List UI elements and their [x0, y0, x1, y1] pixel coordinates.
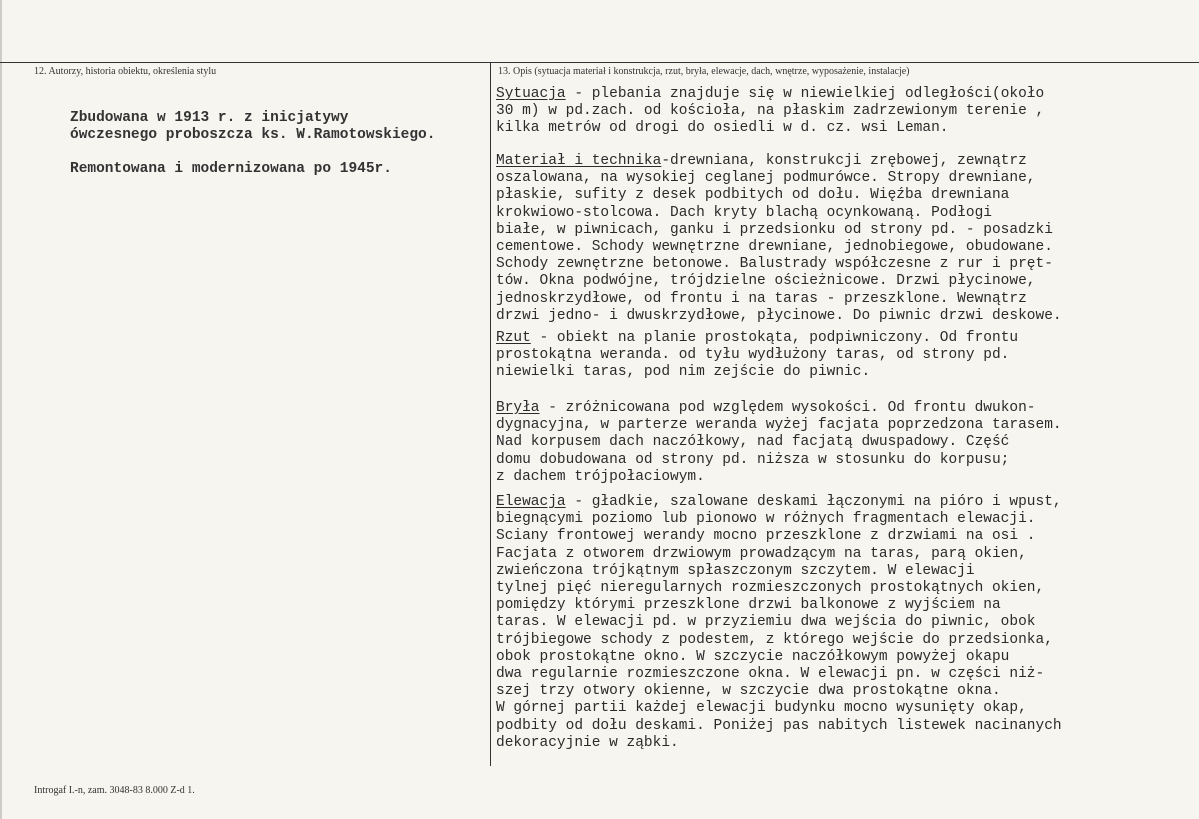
section-text: tów. Okna podwójne, trójdzielne ościeżnicowe. Drzwi płycinowe, [496, 273, 1036, 290]
section-text: tylnej pięć nieregularnych rozmieszczonych prostokątnych okien, [496, 580, 1045, 597]
column-divider [490, 62, 491, 766]
section-text: podbity od dołu deskami. Poniżej pas nabitych listewek nacinanych [496, 717, 1062, 734]
section-text: z dachem trójpołaciowym. [496, 468, 705, 485]
section-text: - plebania znajduje się w niewielkiej odległości(około [565, 86, 1045, 102]
section-text: trójbiegowe schody z podestem, z którego wejście do przedsionka, [496, 631, 1053, 648]
section-text: - obiekt na planie prostokąta, podpiwniczony. Od frontu [530, 330, 1019, 346]
section-label: Elewacja [496, 494, 566, 510]
field-13-heading: 13. Opis (sytuacja materiał i konstrukcja, rzut, bryła, elewacje, dach, wnętrze, wyposażenie, instalacje) [498, 66, 910, 77]
section-text: -drewniana, konstrukcji zrębowej, zewnątrz [661, 153, 1027, 169]
section-text: - zróżnicowana pod względem wysokości. Od frontu dwukon- [539, 400, 1036, 416]
section-text: - gładkie, szalowane deskami łączonymi na pióro i wpust, [565, 494, 1062, 510]
section-label: Materiał i technika [496, 153, 662, 169]
section-text: Sciany frontowej werandy mocno przeszklone z drzwiami na osi . [496, 528, 1036, 545]
section-material [496, 153, 1186, 325]
section-sytuacja [496, 86, 1186, 138]
field-12-heading: 12. Autorzy, historia obiektu, określenia stylu [34, 66, 217, 77]
card-left-edge [0, 0, 2, 819]
renovation-note: Remontowana i modernizowana po 1945r. [70, 161, 392, 177]
section-text: prostokątna weranda. od tyłu wydłużony taras, od strony pd. [496, 347, 1010, 364]
section-text: dwa regularnie rozmieszczone okna. W elewacji pn. w części niż- [496, 666, 1045, 683]
section-bryla [496, 400, 1186, 486]
section-text: 30 m) w pd.zach. od kościoła, na płaskim zadrzewionym terenie , [496, 103, 1045, 120]
history-line: Zbudowana w 1913 r. z inicjatywy [70, 110, 349, 126]
section-text: dygnacyjna, w parterze weranda wyżej facjata poprzedzona tarasem. [496, 417, 1062, 434]
section-text: szej trzy otwory okienne, w szczycie dwa prostokątne okna. [496, 683, 1001, 700]
section-text: biegnącymi poziomo lub pionowo w różnych fragmentach elewacji. [496, 511, 1036, 528]
section-text: domu dobudowana od strony pd. niższa w stosunku do korpusu; [496, 451, 1010, 468]
section-text: krokwiowo-stolcowa. Dach kryty blachą ocynkowaną. Podłogi [496, 204, 992, 221]
section-text: Schody zewnętrzne betonowe. Balustrady współczesne z rur i pręt- [496, 256, 1053, 273]
section-label: Rzut [496, 330, 531, 346]
top-rule [0, 62, 1199, 63]
section-text: kilka metrów od drogi do osiedli w d. cz. wsi Leman. [496, 120, 949, 137]
section-text: jednoskrzydłowe, od frontu i na taras - przeszklone. Wewnątrz [496, 290, 1027, 307]
history-text [70, 110, 435, 144]
section-text: dekoracyjnie w ząbki. [496, 734, 679, 751]
section-rzut [496, 330, 1186, 382]
printer-imprint: Introgaf I.-n, zam. 3048-83 8.000 Z-d 1. [34, 785, 195, 796]
section-text: obok prostokątne okno. W szczycie naczółkowym powyżej okapu [496, 648, 1010, 665]
section-text: pomiędzy którymi przeszklone drzwi balkonowe z wyjściem na [496, 597, 1001, 614]
history-line: ówczesnego proboszcza ks. W.Ramotowskiego. [70, 127, 436, 143]
section-text: drzwi jedno- i dwuskrzydłowe, płycinowe. Do piwnic drzwi deskowe. [496, 307, 1062, 324]
section-text: taras. W elewacji pd. w przyziemiu dwa wejścia do piwnic, obok [496, 614, 1036, 631]
section-text: W górnej partii każdej elewacji budynku mocno wysunięty okap, [496, 700, 1027, 717]
section-label: Bryła [496, 400, 540, 416]
section-text: płaskie, sufity z desek podbitych od dołu. Więźba drewniana [496, 187, 1010, 204]
section-text: oszalowana, na wysokiej ceglanej podmurówce. Stropy drewniane, [496, 170, 1036, 187]
section-text: Nad korpusem dach naczółkowy, nad facjatą dwuspadowy. Część [496, 434, 1010, 451]
section-text: Facjata z otworem drzwiowym prowadzącym na taras, parą okien, [496, 545, 1027, 562]
section-elewacja [496, 494, 1186, 752]
section-text: niewielki taras, pod nim zejście do piwnic. [496, 364, 871, 381]
section-label: Sytuacja [496, 86, 566, 102]
section-text: białe, w piwnicach, ganku i przedsionku od strony pd. - posadzki [496, 221, 1053, 238]
section-text: zwieńczona trójkątnym spłaszczonym szczytem. W elewacji [496, 562, 975, 579]
section-text: cementowe. Schody wewnętrzne drewniane, jednobiegowe, obudowane. [496, 239, 1053, 256]
